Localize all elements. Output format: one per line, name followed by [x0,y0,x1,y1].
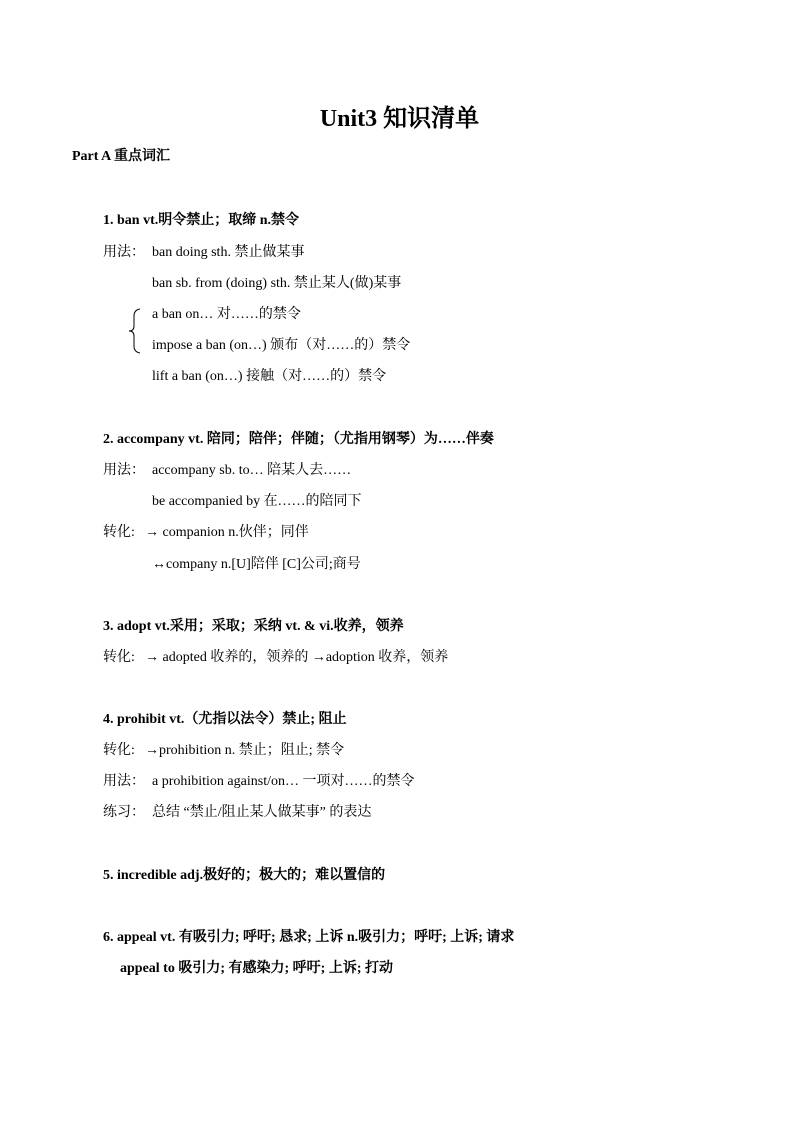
entry-prohibit-practice-line: 总结 “禁止/阻止某人做某事” 的表达 [152,805,372,820]
entry-accompany-usage-line: be accompanied by 在……的陪同下 [152,494,362,509]
entry-incredible-heading: 5. incredible adj.极好的；极大的；难以置信的 [103,868,386,883]
entry-accompany-transform-line: → companion n.伙伴；同伴 [145,525,309,540]
page-title: Unit3 知识清单 [319,106,480,132]
entry-appeal-heading: 6. appeal vt. 有吸引力; 呼吁; 恳求; 上诉 n.吸引力；呼吁; 上诉; 请求 [103,930,515,945]
entry-accompany-usage-line: accompany sb. to… 陪某人去…… [152,463,352,478]
entry-prohibit-transform-label: 转化: [103,743,135,758]
entry-prohibit-heading: 4. prohibit vt.（尤指以法令）禁止; 阻止 [103,712,347,727]
entry-ban-usage-line: lift a ban (on…) 接触（对……的）禁令 [152,369,387,384]
entry-accompany-transform-line: ↔company n.[U]陪伴 [C]公司;商号 [152,557,361,572]
entry-prohibit-transform-line: →prohibition n. 禁止；阻止; 禁令 [145,743,345,758]
entry-ban-heading: 1. ban vt.明令禁止；取缔 n.禁令 [103,213,300,228]
entry-accompany-transform-label: 转化: [103,525,135,540]
entry-adopt-heading: 3. adopt vt.采用；采取；采纳 vt. & vi.收养，领养 [103,619,404,634]
entry-ban-usage-line: a ban on… 对……的禁令 [152,307,301,322]
entry-appeal-sub: appeal to 吸引力; 有感染力; 呼吁; 上诉; 打动 [120,961,393,976]
entry-accompany-usage-label: 用法： [103,463,145,478]
entry-ban-usage-label: 用法： [103,245,145,260]
entry-accompany-heading: 2. accompany vt. 陪同；陪伴；伴随；（尤指用钢琴）为……伴奏 [103,432,494,447]
entry-prohibit-usage-label: 用法： [103,774,145,789]
entry-adopt-transform-line: → adopted 收养的，领养的 →adoption 收养，领养 [145,650,449,665]
entry-adopt-transform-label: 转化: [103,650,135,665]
entry-ban-usage-line: ban doing sth. 禁止做某事 [152,245,305,260]
entry-prohibit-practice-label: 练习： [103,805,145,820]
entry-ban-usage-line: impose a ban (on…) 颁布（对……的）禁令 [152,338,411,353]
brace-icon [128,308,142,354]
entry-ban-usage-line: ban sb. from (doing) sth. 禁止某人(做)某事 [152,276,402,291]
section-heading: Part A 重点词汇 [72,149,170,164]
entry-prohibit-usage-line: a prohibition against/on… 一项对……的禁令 [152,774,415,789]
